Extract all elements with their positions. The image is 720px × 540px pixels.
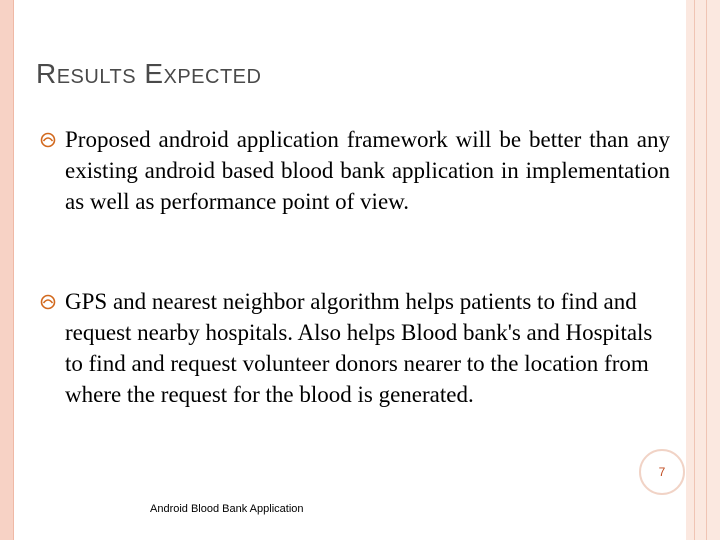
bullet-item-1	[40, 124, 670, 217]
right-decorative-bar	[686, 0, 720, 540]
bullet-item-2	[40, 286, 670, 410]
sun-bullet-icon	[40, 294, 56, 310]
footer-text: Android Blood Bank Application	[150, 503, 304, 515]
bullet-text-2: GPS and nearest neighbor algorithm helps patients to find and request nearby hospitals. Also helps Blood bank's and Hospitals to find and request volunteer donors nearer to the location from where the request for the blood is generated.	[65, 289, 653, 407]
bullet-text-1: Proposed android application framework will be better than any existing android based blood bank application in implementation as well as performance point of view.	[65, 127, 670, 214]
slide-title: Results Expected	[36, 58, 262, 89]
sun-bullet-icon	[40, 132, 56, 148]
page-number-badge: 7	[639, 449, 685, 495]
left-decorative-bar	[0, 0, 14, 540]
